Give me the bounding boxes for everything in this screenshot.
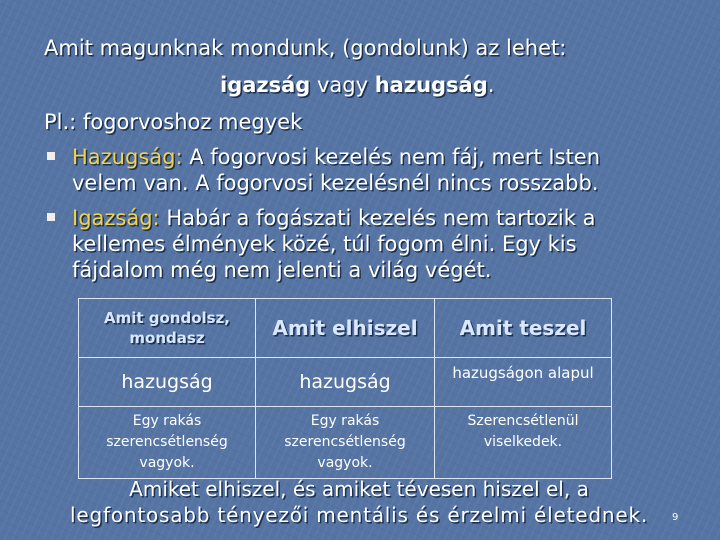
or-connector: vagy (310, 73, 375, 97)
table-cell (256, 407, 435, 479)
table-row (79, 358, 612, 407)
header-do: Amit teszel (435, 299, 612, 358)
table-cell: hazugság (79, 358, 256, 407)
example-heading: Pl.: fogorvoshoz megyek (44, 110, 303, 134)
conclusion-line2: legfontosabb tényezői mentális és érzelmi életednek. (70, 503, 648, 527)
slide-number: 9 (672, 512, 679, 523)
cell-line: Egy rakás (132, 413, 202, 429)
truth-text-1: Habár a fogászati kezelés nem tartozik a (159, 206, 596, 230)
truth-or-lie-line (220, 73, 494, 97)
cell-line: viselkedek. (483, 434, 563, 450)
intro-period: . (487, 73, 495, 97)
header-think-say (79, 299, 256, 358)
table-row (79, 407, 612, 479)
header-think-say-line1: Amit gondolsz, (103, 309, 231, 327)
lie-text-1: A fogorvosi kezelés nem fáj, mert Isten (182, 145, 601, 169)
lie-word: hazugság (374, 73, 488, 97)
lie-text-2: velem van. A fogorvosi kezelésnél nincs rosszabb. (72, 171, 599, 195)
cell-line: vagyok. (139, 455, 195, 471)
header-believe: Amit elhiszel (256, 299, 435, 358)
intro-line: Amit magunknak mondunk, (gondolunk) az lehet: (44, 36, 567, 60)
cell-line: szerencsétlenség (106, 434, 228, 450)
truth-label: Igazság: (72, 206, 160, 230)
table-header-row (79, 299, 612, 358)
conclusion-line1: Amiket elhiszel, és amiket tévesen hiszel el, a (129, 477, 589, 501)
table-cell: hazugság (256, 358, 435, 407)
cell-line: vagyok. (317, 455, 373, 471)
cell-line: Szerencsétlenül (467, 413, 579, 429)
truth-text-3: fájdalom még nem jelenti a világ végét. (72, 258, 492, 282)
header-think-say-line2: mondasz (129, 329, 205, 347)
truth-word: igazság (220, 73, 311, 97)
bullet-square-icon (47, 152, 55, 160)
bullet-square-icon (47, 213, 55, 221)
truth-text-2: kellemes élmények közé, túl fogom élni. Egy kis (72, 232, 577, 256)
table-cell (435, 407, 612, 479)
cell-line: szerencsétlenség (284, 434, 406, 450)
comparison-table (78, 298, 612, 479)
table-cell: hazugságon alapul (435, 358, 612, 407)
cell-line: Egy rakás (310, 413, 380, 429)
table-cell (79, 407, 256, 479)
conclusion (44, 476, 674, 528)
lie-label: Hazugság: (72, 145, 183, 169)
